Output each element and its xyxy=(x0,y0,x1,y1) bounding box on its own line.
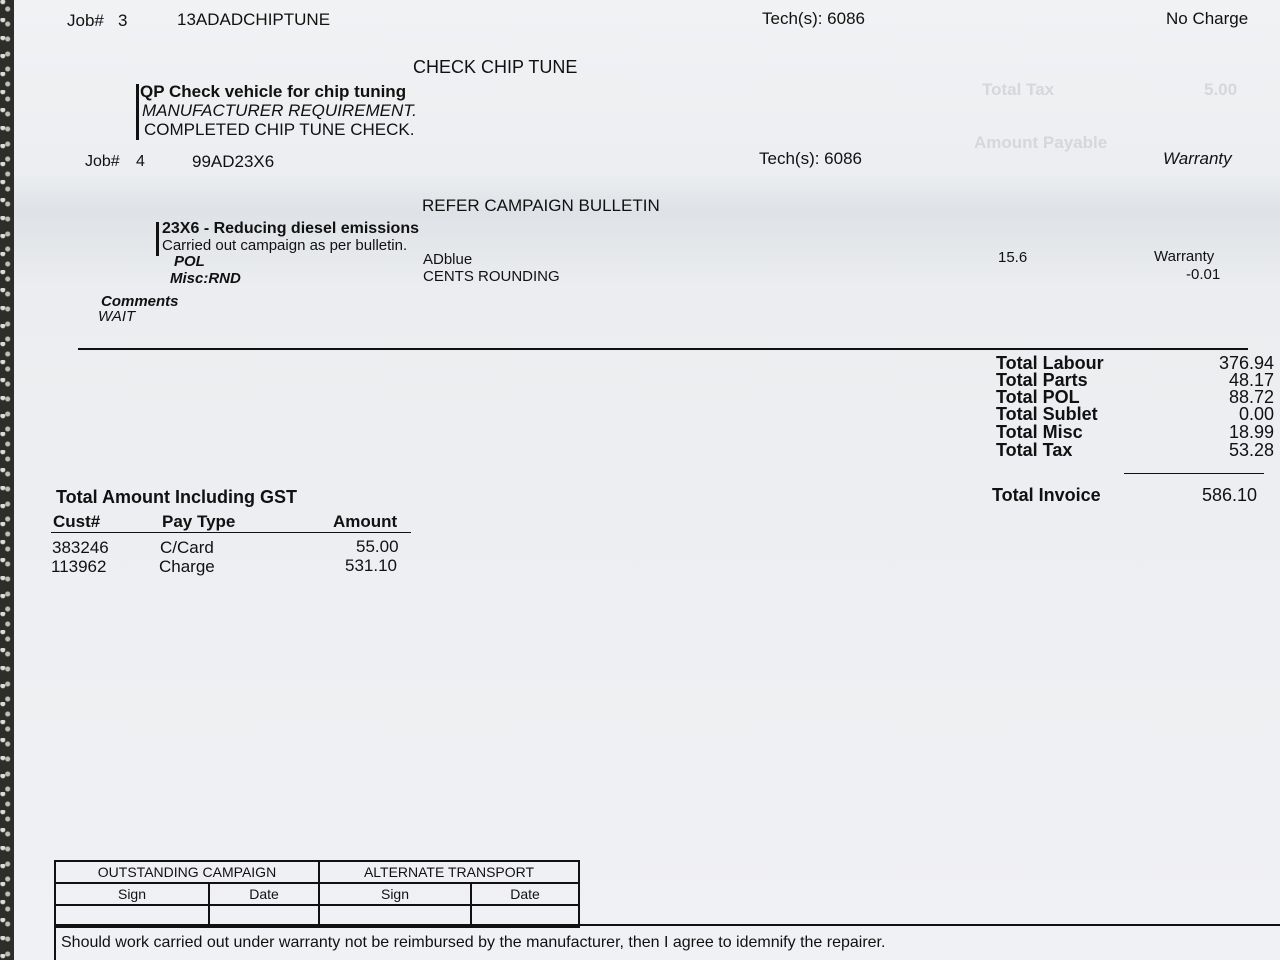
total-label: Total Sublet xyxy=(996,404,1098,424)
job4-heading: REFER CAMPAIGN BULLETIN xyxy=(422,196,660,215)
total-value: 376.94 xyxy=(1218,353,1274,373)
totals-divider xyxy=(1124,473,1264,474)
job4-label: Job# xyxy=(85,153,120,170)
total-row xyxy=(996,404,1274,422)
payments-header-amount: Amount xyxy=(333,512,398,531)
job4-item-value: -0.01 xyxy=(1186,266,1221,283)
job3-line-2: MANUFACTURER REQUIREMENT. xyxy=(142,101,417,120)
job3-line-1: QP Check vehicle for chip tuning xyxy=(140,82,407,101)
transport-sign-label: Sign xyxy=(319,883,471,905)
warranty-disclaimer: Should work carried out under warranty not be reimbursed by the manufacturer, then I agree to idemnify the repairer. xyxy=(54,924,1280,960)
total-label: Total Parts xyxy=(996,370,1088,390)
total-row xyxy=(996,353,1274,371)
job3-line-3: COMPLETED CHIP TUNE CHECK. xyxy=(144,120,415,139)
job4-item-type: POL xyxy=(174,253,205,270)
job4-tech: Tech(s): 6086 xyxy=(759,149,862,168)
job4-code: 99AD23X6 xyxy=(192,152,275,171)
total-value: 48.17 xyxy=(1228,370,1274,390)
payments-header-cust: Cust# xyxy=(53,512,101,531)
comments-label: Comments xyxy=(101,293,179,310)
total-value: 53.28 xyxy=(1228,440,1274,460)
total-row xyxy=(996,370,1274,388)
comments-text: WAIT xyxy=(98,308,136,325)
total-row xyxy=(996,440,1274,458)
outstanding-campaign-header: OUTSTANDING CAMPAIGN xyxy=(55,861,319,883)
job3-label: Job# xyxy=(67,11,104,30)
invoice-page xyxy=(14,0,1280,960)
job4-number: 4 xyxy=(136,153,145,170)
total-label: Total Tax xyxy=(996,440,1073,460)
job3-tech: Tech(s): 6086 xyxy=(762,9,865,28)
section-divider xyxy=(78,348,1248,350)
total-value: 18.99 xyxy=(1228,422,1274,442)
job3-margin-bar xyxy=(136,84,139,140)
payment-type: C/Card xyxy=(160,538,214,557)
payment-amount: 531.10 xyxy=(345,556,397,575)
bleed-through-text: 5.00 xyxy=(1204,80,1238,99)
payment-type: Charge xyxy=(159,557,215,576)
payments-header-rule xyxy=(51,532,411,533)
job4-item-type: Misc:RND xyxy=(170,270,241,287)
job4-item-desc: CENTS ROUNDING xyxy=(423,268,560,285)
job4-item-value: Warranty xyxy=(1154,248,1215,265)
job3-code: 13ADADCHIPTUNE xyxy=(177,10,331,29)
job3-heading: CHECK CHIP TUNE xyxy=(413,57,578,77)
job4-item-qty: 15.6 xyxy=(998,249,1028,266)
job4-charge-type: Warranty xyxy=(1163,149,1232,168)
campaign-sign-label: Sign xyxy=(55,883,209,905)
job4-item-desc: ADblue xyxy=(423,251,473,268)
footer-signoff-table xyxy=(54,860,580,928)
alternate-transport-header: ALTERNATE TRANSPORT xyxy=(319,861,579,883)
total-value: 0.00 xyxy=(1238,404,1274,424)
payments-title: Total Amount Including GST xyxy=(56,487,297,507)
job4-line-2: Carried out campaign as per bulletin. xyxy=(162,237,408,254)
payment-cust: 383246 xyxy=(52,538,109,557)
campaign-date-label: Date xyxy=(209,883,319,905)
payments-header-pay-type: Pay Type xyxy=(162,512,236,531)
payment-cust: 113962 xyxy=(51,557,107,576)
payment-amount: 55.00 xyxy=(356,537,399,556)
bleed-through-text: Total Tax xyxy=(982,80,1055,99)
job4-margin-bar xyxy=(156,222,159,256)
transport-date-label: Date xyxy=(471,883,579,905)
job3-charge-type: No Charge xyxy=(1166,9,1249,28)
total-value: 88.72 xyxy=(1228,387,1274,407)
total-row xyxy=(996,387,1274,405)
total-label: Total Misc xyxy=(996,422,1083,442)
bleed-through-text: Amount Payable xyxy=(974,133,1108,152)
total-row xyxy=(996,422,1274,440)
total-label: Total POL xyxy=(996,387,1080,407)
invoice-total-label: Total Invoice xyxy=(992,485,1101,505)
job3-number: 3 xyxy=(118,11,128,30)
total-label: Total Labour xyxy=(996,353,1104,373)
invoice-total-value: 586.10 xyxy=(1202,485,1258,505)
job4-line-1: 23X6 - Reducing diesel emissions xyxy=(162,220,419,237)
